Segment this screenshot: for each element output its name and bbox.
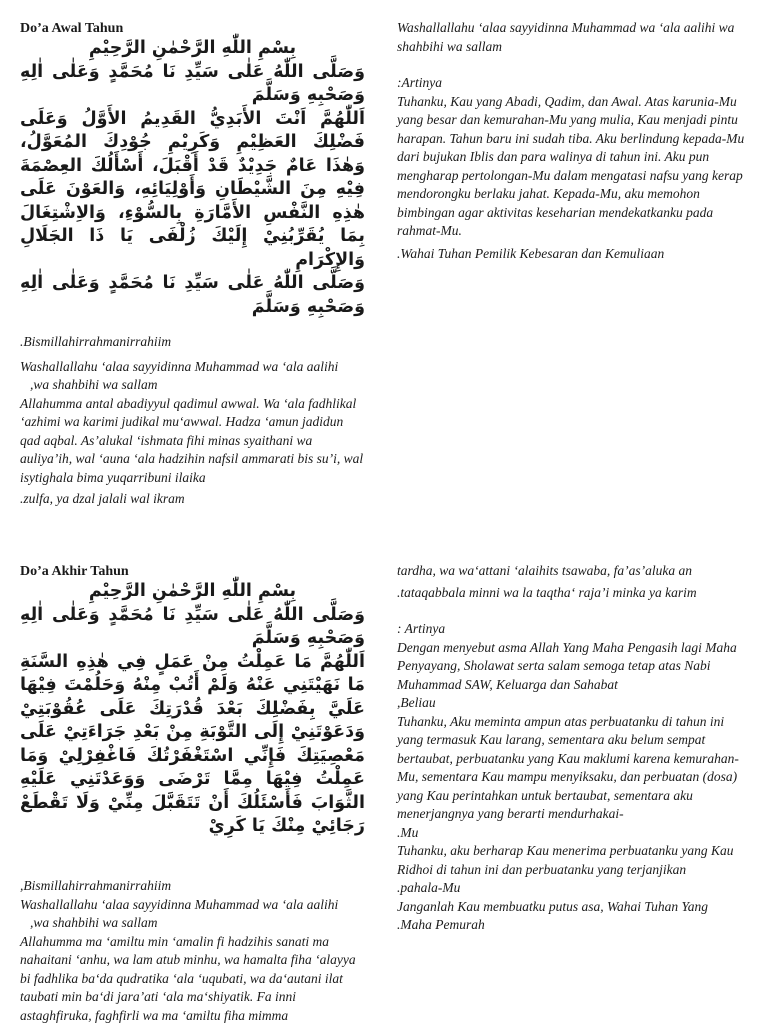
latin-end: .zulfa, ya dzal jalali wal ikram: [20, 490, 365, 509]
latin-continuation: tardha, wa wa‘attani ‘alaihits tsawaba, fa’as’aluka an: [397, 562, 747, 581]
arabic-basmala: بِسْمِ اللّٰهِ الرَّحْمٰنِ الرَّحِيْمِ: [20, 37, 365, 61]
latin-salawat: Washallallahu ‘alaa sayyidinna Muhammad wa ‘ala aalihi: [20, 896, 365, 915]
latin-salawat-end: ,wa shahbihi wa sallam: [20, 914, 365, 933]
section-title: Do’a Awal Tahun: [20, 20, 365, 37]
arabic-body: اَللّٰهُمَّ مَا عَمِلْتُ مِنْ عَمَلٍ فِي هٰذِهِ السَّنَةِ مَا نَهَيْتَنِي عَنْهُ وَلَمْ أَتُبْ مِنْهُ وَحَلُمْتَ فِيْهَا عَلَيَّ بِفَضْلِكَ بَعْدَ قُدْرَتِكَ عَلَى عُقُوْبَتِيْ وَدَعَوْتَنِيْ إِلَى التَّوْبَةِ مِنْ بَعْدِ جَرَاءَتِيْ عَلَى مَعْصِيَتِكَ فَإِنِّي اسْتَغْفَرْتُكَ فَاغْفِرْلِيْ وَمَا عَمِلْتُ فِيْهَا مِمَّا تَرْضَى وَوَعَدْتَنِي عَلَيْهِ الثَّوَابَ فَأَسْئَلُكَ أَنْ تَتَقَبَّلَ مِنِّيْ وَلَا تَقْطَعْ رَجَائِيْ مِنْكَ يَا كَرِيْ: [20, 651, 365, 839]
arabic-prayer: [20, 37, 365, 319]
section-akhir-tahun-right: [397, 562, 747, 935]
translation-text: Dengan menyebut asma Allah Yang Maha Pengasih lagi Maha Penyayang, Sholawat serta salam semoga tetap atas Nabi Muhammad SAW, Keluarga dan Sahabat: [397, 639, 747, 695]
latin-continuation-end: .tataqabbala minni wa la taqtha‘ raja’i minka ya karim: [397, 584, 747, 603]
artinya-label: :Artinya: [397, 74, 747, 93]
latin-body: Allahumma antal abadiyyul qadimul awwal. Wa ‘ala fadhlikal ‘azhimi wa karimi judikal mu‘awwal. Hadza ‘amun jadidun qad aqbal. As’alukal ‘ishmata fihi minas syaithani wa auliya’ih, wal ‘auna ‘ala hadzihin nafsil ammarati bis su’i, wal isytighala bima yuqarribuni ilaika: [20, 395, 365, 488]
latin-salawat: Washallallahu ‘alaa sayyidinna Muhammad wa ‘ala aalihi: [20, 358, 365, 377]
section-awal-tahun-left: [20, 20, 365, 319]
translation-beliau: ,Beliau: [397, 694, 747, 713]
translation-text: Janganlah Kau membuatku putus asa, Wahai Tuhan Yang: [397, 898, 747, 917]
latin-body: Allahumma ma ‘amiltu min ‘amalin fi hadzihis sanati ma nahaitani ‘anhu, wa lam atub minhu, wa hamalta fiha ‘alayya bi fadhlika ba‘da qudratika ‘ala ‘uqubati, wa da‘autani ilat taubati min ba‘di jara’ati ‘ala ma‘shiyatik. Fa inni astaghfiruka, faghfirli wa ma ‘amiltu fiha mimma: [20, 933, 365, 1025]
latin-basmala: .Bismillahirrahmanirrahiim: [20, 333, 365, 352]
arabic-salawat: وَصَلَّى اللّٰهُ عَلٰى سَيِّدِ نَا مُحَمَّدٍ وَعَلٰى اٰلِهِ وَصَحْبِهِ وَسَلَّمَ: [20, 604, 365, 651]
arabic-salawat: وَصَلَّى اللّٰهُ عَلٰى سَيِّدِ نَا مُحَمَّدٍ وَعَلٰى اٰلِهِ وَصَحْبِهِ وَسَلَّمَ: [20, 61, 365, 108]
translation-pahala: .pahala-Mu: [397, 879, 747, 898]
right-salawat: Washallallahu ‘alaa sayyidinna Muhammad wa ‘ala aalihi wa shahbihi wa sallam: [397, 19, 747, 56]
latin-basmala: ,Bismillahirrahmanirrahiim: [20, 877, 365, 896]
arabic-prayer: [20, 580, 365, 839]
arabic-closing: وَصَلَّى اللّٰهُ عَلٰى سَيِّدِ نَا مُحَمَّدٍ وَعَلٰى اٰلِهِ وَصَحْبِهِ وَسَلَّمَ: [20, 272, 365, 319]
arabic-body: اَللّٰهُمَّ اَنْتَ الأَبَدِيُّ القَدِيمُ الأَوَّلُ وَعَلَى فَضْلِكَ العَظِيْمِ وَكَرِيْمِ جُوْدِكَ المُعَوَّلُ، وَهٰذَا عَامٌ جَدِيْدٌ قَدْ أَقْبَلَ، أَسْأَلُكَ العِصْمَةَ فِيْهِ مِنَ الشَّيْطَانِ وَأَوْلِيَائِهِ، وَالعَوْنَ عَلَى هٰذِهِ النَّفْسِ الأَمَّارَةِ بِالسُّوْءِ، وَالاِشْتِغَالَ بِمَا يُقَرِّبُنِيْ إِلَيْكَ زُلْفَى يَا ذَا الجَلَالِ وَالإِكْرَامِ: [20, 108, 365, 273]
section-title: Do’a Akhir Tahun: [20, 563, 365, 580]
translation-closing: .Wahai Tuhan Pemilik Kebesaran dan Kemuliaan: [397, 245, 747, 264]
latin-transliteration: [20, 877, 365, 1025]
translation-text: Tuhanku, aku berharap Kau menerima perbuatanku yang Kau Ridhoi di tahun ini dan perbuatanku yang terjanjikan: [397, 842, 747, 879]
translation-text: Tuhanku, Aku meminta ampun atas perbuatanku di tahun ini yang termasuk Kau larang, sementara aku belum sempat bertaubat, perbuatanku yang Kau maklumi karena kemurahan-Mu, sementara Kau mampu menyiksaku, dan perbuatan (dosa) yang Kau perintahkan untuk bertaubat, sementara aku menerjangnya yang berarti mendurhakai-: [397, 713, 747, 824]
artinya-label: : Artinya: [397, 620, 747, 639]
arabic-basmala: بِسْمِ اللّٰهِ الرَّحْمٰنِ الرَّحِيْمِ: [20, 580, 365, 604]
latin-salawat-end: ,wa shahbihi wa sallam: [20, 376, 365, 395]
translation-text: Tuhanku, Kau yang Abadi, Qadim, dan Awal. Atas karunia-Mu yang besar dan kemurahan-Mu yang mulia, Kau menjadi pintu harapan. Tahun baru ini sudah tiba. Aku berlindung kepada-Mu dari bujukan Iblis dan para walinya di tahun ini. Aku pun mengharap pertolongan-Mu dalam mengatasi nafsu yang kerap mendorongku berlaku jahat. Kepada-Mu, aku memohon bimbingan agar aktivitas keseharian mendekatkanku pada rahmat-Mu.: [397, 93, 747, 241]
section-awal-tahun-right: [397, 19, 747, 263]
latin-transliteration: [20, 333, 365, 509]
translation-pemurah: .Maha Pemurah: [397, 916, 747, 935]
section-akhir-tahun-left: [20, 563, 365, 839]
translation-mu: .Mu: [397, 824, 747, 843]
